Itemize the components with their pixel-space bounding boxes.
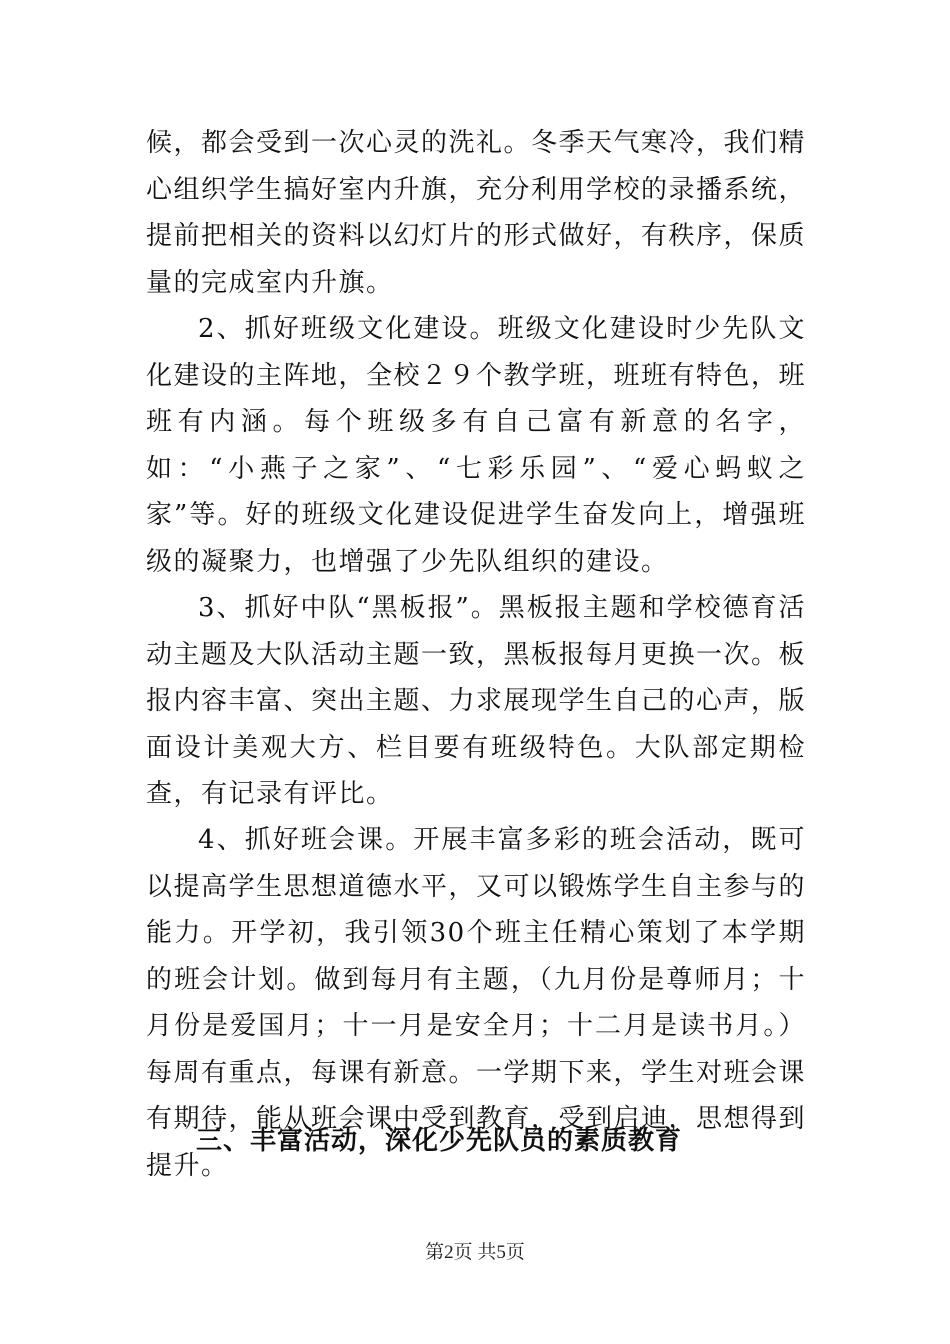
paragraph-continuation: 候，都会受到一次心灵的洗礼。冬季天气寒冷，我们精心组织学生搞好室内升旗，充分利用学校的录播系统，提前把相关的资料以幻灯片的形式做好，有秩序，保质量的完成室内升旗。: [146, 128, 807, 298]
paragraph-class-culture: 2、抓好班级文化建设。班级文化建设时少先队文化建设的主阵地，全校２９个教学班，班班有特色，班班有内涵。每个班级多有自己富有新意的名字，如：“小燕子之家”、“七彩乐园”、“爱心蚂蚁之家”等。好的班级文化建设促进学生奋发向上，增强班级的凝聚力，也增强了少先队组织的建设。: [146, 314, 807, 577]
page-footer: 第2页 共5页: [425, 1242, 525, 1263]
paragraph-blackboard-newspaper: 3、抓好中队“黑板报”。黑板报主题和学校德育活动主题及大队活动主题一致，黑板报每月更换一次。板报内容丰富、突出主题、力求展现学生自己的心声，版面设计美观大方、栏目要有班级特色。大队部定期检查，有记录有评比。: [146, 593, 807, 809]
section-heading: 三、丰富活动，深化少先队员的素质教育: [196, 1126, 683, 1156]
paragraph-class-meeting: 4、抓好班会课。开展丰富多彩的班会活动，既可以提高学生思想道德水平，又可以锻炼学生自主参与的能力。开学初，我引领30个班主任精心策划了本学期的班会计划。做到每月有主题，（九月份是尊师月；十月份是爱国月；十一月是安全月；十二月是读书月。）每周有重点，每课有新意。一学期下来，学生对班会课有期待，能从班会课中受到教育，受到启迪，思想得到提升。: [146, 825, 807, 1181]
